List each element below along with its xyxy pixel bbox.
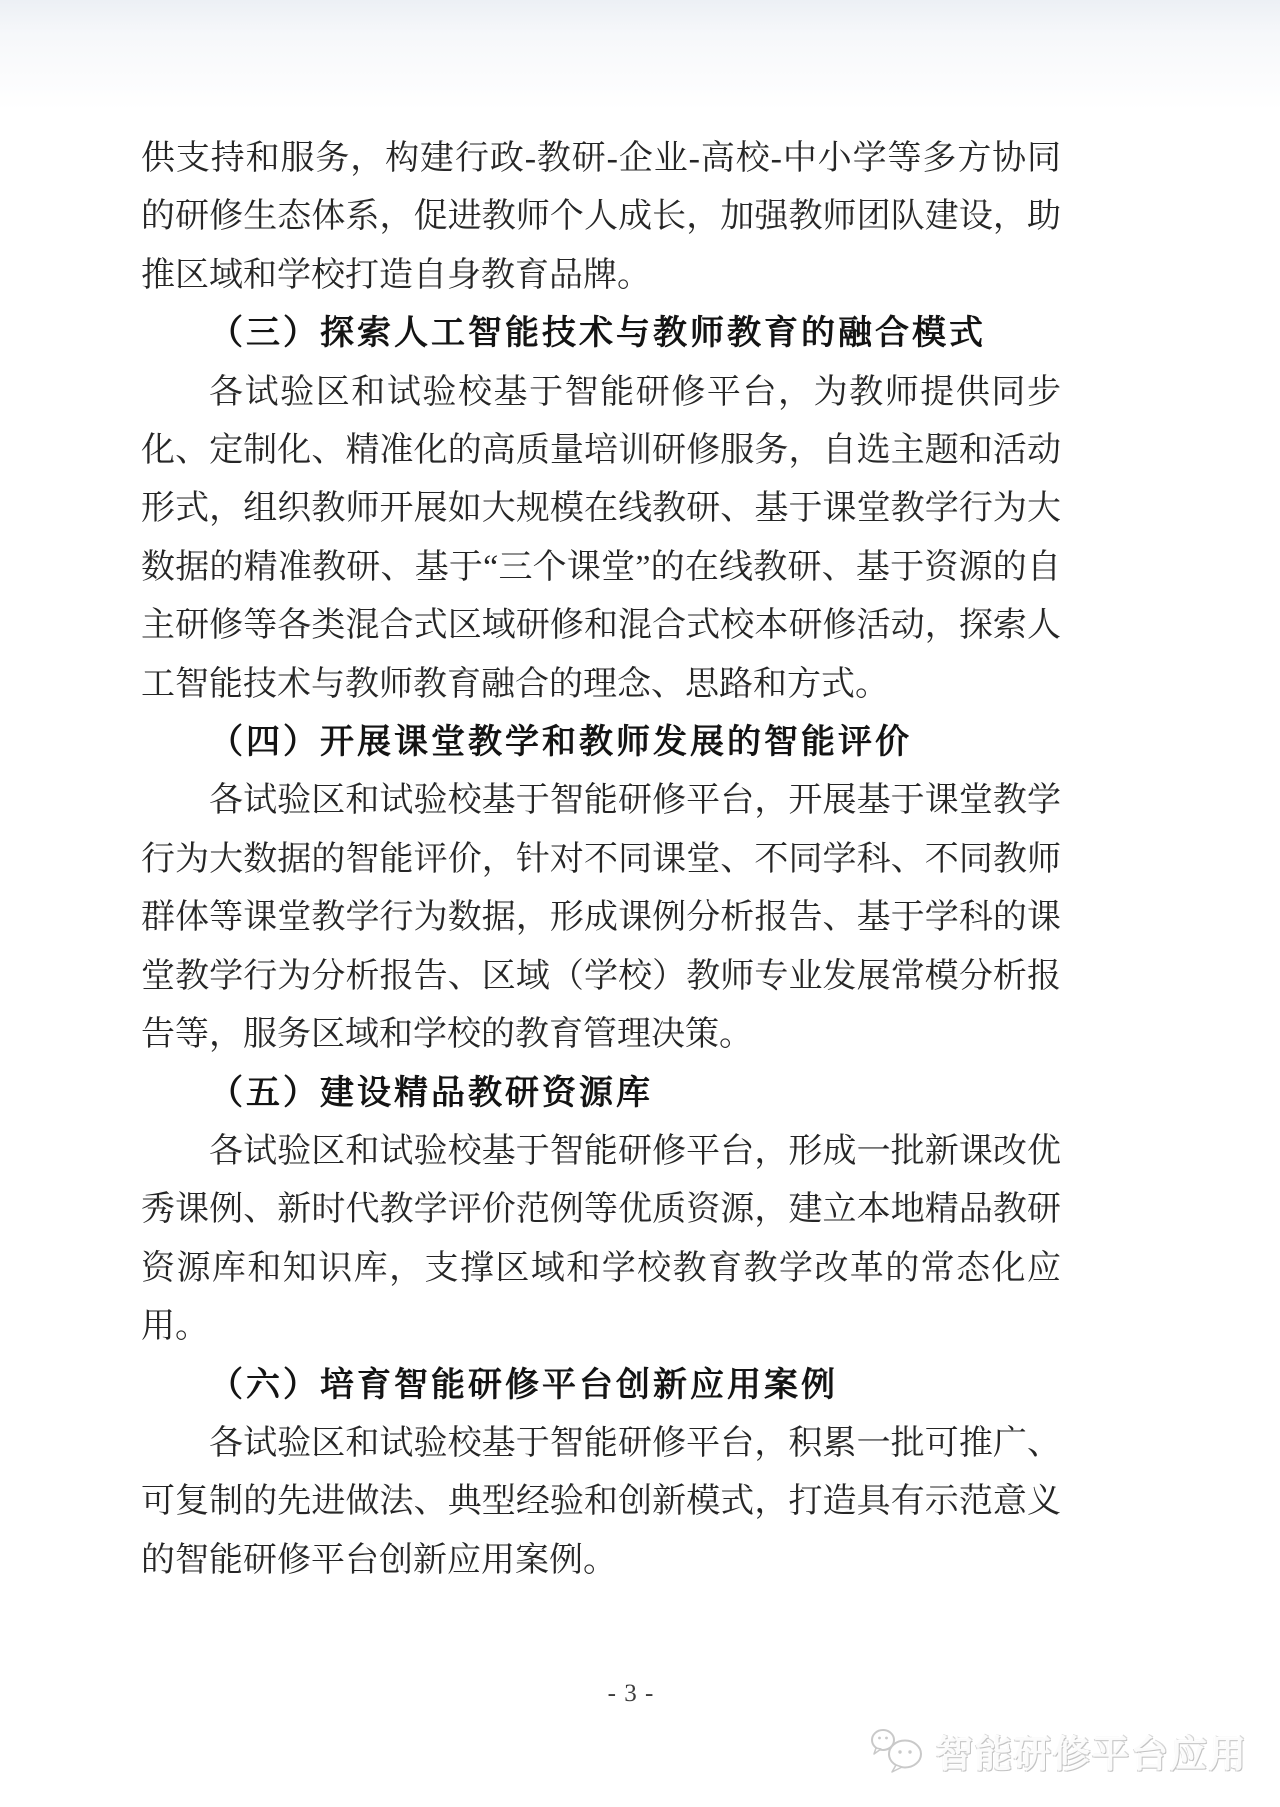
document-body [141, 130, 1061, 1590]
document-paragraph: 各试验区和试验校基于智能研修平台，开展基于课堂教学行为大数据的智能评价，针对不同课堂、不同学科、不同教师群体等课堂教学行为数据，形成课例分析报告、基于学科的课堂教学行为分析报告、区域（学校）教师专业发展常模分析报告等，服务区域和学校的教育管理决策。 [141, 782, 1061, 1054]
document-heading: （五）建设精品教研资源库 [209, 1074, 653, 1112]
document-paragraph: 供支持和服务，构建行政-教研-企业-高校-中小学等多方协同的研修生态体系，促进教师个人成长，加强教师团队建设，助推区域和学校打造自身教育品牌。 [141, 140, 1061, 294]
document-paragraph: 各试验区和试验校基于智能研修平台，形成一批新课改优秀课例、新时代教学评价范例等优质资源，建立本地精品教研资源库和知识库，支撑区域和学校教育教学改革的常态化应用。 [141, 1132, 1061, 1346]
document-paragraph: 各试验区和试验校基于智能研修平台，为教师提供同步化、定制化、精准化的高质量培训研修服务，自选主题和活动形式，组织教师开展如大规模在线教研、基于课堂教学行为大数据的精准教研、基于“三个课堂”的在线教研、基于资源的自主研修等各类混合式区域研修和混合式校本研修活动，探索人工智能技术与教师教育融合的理念、思路和方式。 [141, 373, 1061, 703]
document-heading: （四）开展课堂教学和教师发展的智能评价 [209, 724, 912, 762]
document-paragraph: 各试验区和试验校基于智能研修平台，积累一批可推广、可复制的先进做法、典型经验和创新模式，打造具有示范意义的智能研修平台创新应用案例。 [141, 1424, 1061, 1579]
document-heading: （六）培育智能研修平台创新应用案例 [209, 1366, 838, 1404]
page-number: - 3 - [607, 1680, 655, 1707]
scan-noise-band [0, 0, 1280, 110]
document-heading: （三）探索人工智能技术与教师教育的融合模式 [209, 315, 986, 353]
watermark-text: 智能研修平台应用 [936, 1734, 1248, 1775]
wechat-icon [870, 1727, 926, 1775]
watermark [870, 1724, 1248, 1778]
